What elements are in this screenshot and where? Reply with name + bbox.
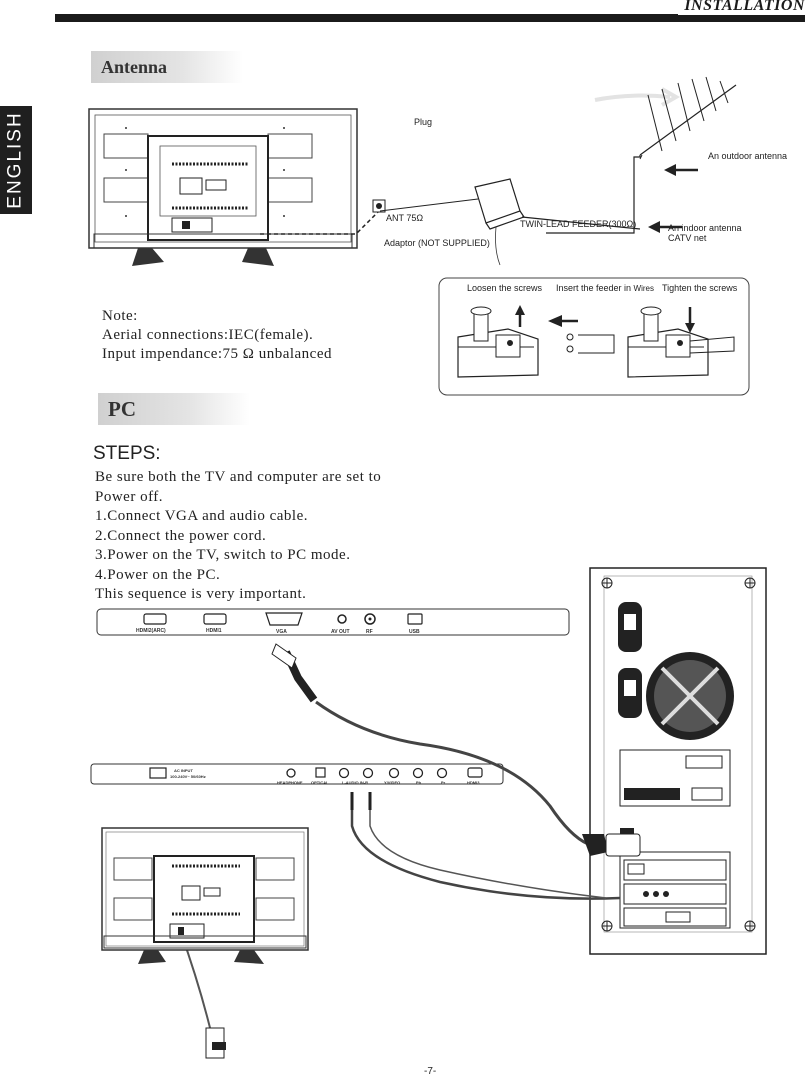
catv-label: CATV net xyxy=(668,233,707,243)
port-optical-label: OPTICAL xyxy=(311,780,329,785)
note-line-2: Input impendance:75 Ω unbalanced xyxy=(102,346,332,362)
pc-connection-diagram xyxy=(100,566,770,1076)
page-number: -7- xyxy=(424,1066,437,1077)
step-line: 1.Connect VGA and audio cable. xyxy=(95,508,309,524)
antenna-diagram xyxy=(440,75,780,305)
insert-feeder-text: Insert the feeder in xyxy=(556,283,634,293)
antenna-section-heading xyxy=(91,51,243,83)
feeder-detail-box xyxy=(438,277,750,397)
antenna-heading-text: Antenna xyxy=(101,56,168,77)
port-hdmi3-label: HDMI3 xyxy=(467,780,480,785)
tighten-screws-label: Tighten the screws xyxy=(662,283,738,293)
ac-input-label: AC INPUT xyxy=(174,768,193,773)
ant-75-label: ANT 75Ω xyxy=(386,213,424,223)
steps-title: STEPS: xyxy=(93,443,161,464)
step-line: 3.Power on the TV, switch to PC mode. xyxy=(95,547,351,563)
port-pb-label: Pb xyxy=(416,780,422,785)
step-line: Power off. xyxy=(95,488,164,505)
port-vga-label: VGA xyxy=(276,629,287,635)
port-hdmi1-label: HDMI1 xyxy=(206,628,222,634)
step-line: 4.Power on the PC. xyxy=(95,566,221,583)
page-title: INSTALLATION xyxy=(678,0,805,15)
port-yvideo-label: Y/VIDEO xyxy=(384,780,401,785)
note-line-1: Aerial connections:IEC(female). xyxy=(102,327,314,343)
note-title: Note: xyxy=(102,308,138,324)
port-pr-label: Pr xyxy=(441,780,446,785)
outdoor-antenna-label: An outdoor antenna xyxy=(708,151,788,161)
step-line: This sequence is very important. xyxy=(95,586,307,602)
antenna-dashed-cable xyxy=(260,200,390,240)
pc-heading-text: PC xyxy=(108,396,136,421)
port-headphone-label: HEADPHONE xyxy=(277,780,303,785)
indoor-antenna-label: An indoor antenna xyxy=(668,223,742,233)
pc-section-heading xyxy=(98,393,250,425)
plug-label: Plug xyxy=(414,117,433,127)
port-avout-label: AV OUT xyxy=(331,629,350,635)
port-rf-label: RF xyxy=(366,629,373,635)
language-label: ENGLISH xyxy=(5,111,27,209)
feeder-label: TWIN-LEAD FEEDER(300Ω) xyxy=(520,219,637,229)
insert-feeder-wires: Wires xyxy=(633,284,654,293)
insert-feeder-label xyxy=(556,283,654,293)
tv-back-illustration-antenna xyxy=(88,108,360,274)
port-usb-label: USB xyxy=(409,629,420,635)
adaptor-label: Adaptor (NOT SUPPLIED) xyxy=(384,238,490,248)
header-rule xyxy=(55,14,805,22)
step-line: Be sure both the TV and computer are set to xyxy=(95,469,382,485)
antenna-note xyxy=(102,307,332,364)
step-line: 2.Connect the power cord. xyxy=(95,527,267,544)
port-hdmi2-label: HDMI2(ARC) xyxy=(136,628,166,634)
loosen-screws-label: Loosen the screws xyxy=(467,283,543,293)
port-audio-in-label: L-AUDIO IN-R xyxy=(342,780,368,785)
language-tab xyxy=(0,106,32,214)
ac-voltage-label: 100-240V~ 50/60Hz xyxy=(170,774,206,779)
